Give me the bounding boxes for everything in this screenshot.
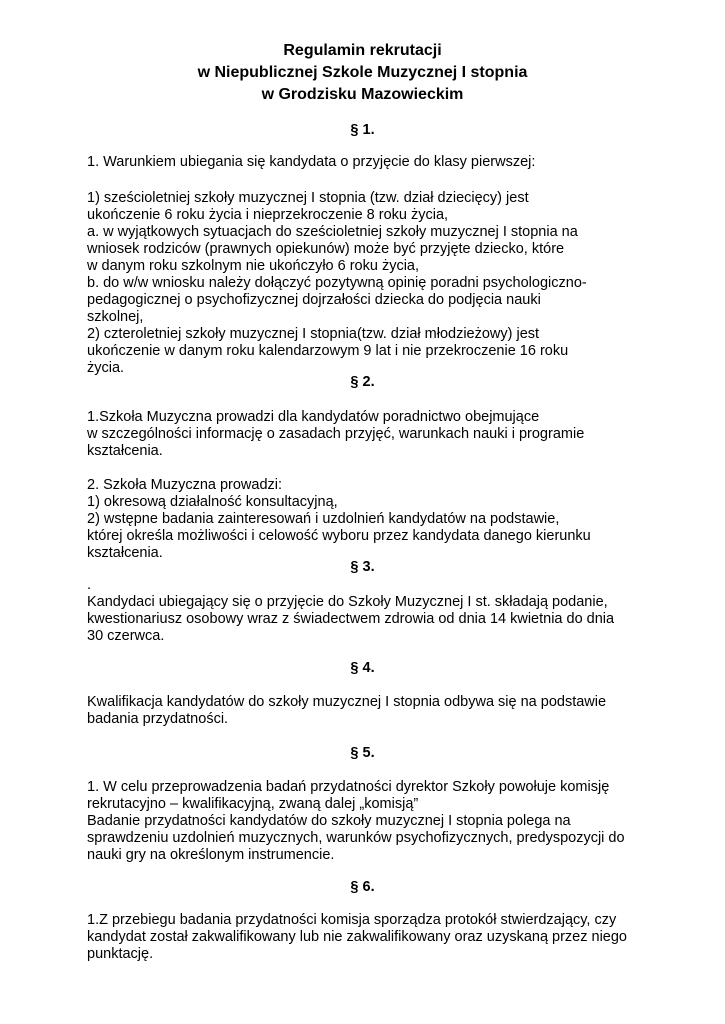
- section-1-line: b. do w/w wniosku należy dołączyć pozytywną opinię poradni psychologiczno-: [87, 275, 587, 291]
- section-3-line: kwestionariusz osobowy wraz z świadectwem zdrowia od dnia 14 kwietnia do dnia: [87, 611, 615, 627]
- section-1-line: 2) czteroletniej szkoły muzycznej I stopnia(tzw. dział młodzieżowy) jest: [87, 326, 540, 342]
- section-4-line: badania przydatności.: [87, 711, 229, 727]
- section-3-line: 30 czerwca.: [87, 628, 165, 644]
- section-5-line: rekrutacyjno – kwalifikacyjną, zwaną dalej „komisją”: [87, 796, 419, 812]
- section-4-heading: § 4.: [350, 660, 375, 676]
- document-title-line-3: w Grodzisku Mazowieckim: [261, 86, 464, 103]
- section-1-line: pedagogicznej o psychofizycznej dojrzałości dziecka do podjęcia nauki: [87, 292, 541, 308]
- section-1-line: a. w wyjątkowych sytuacjach do sześcioletniej szkoły muzycznej I stopnia na: [87, 224, 578, 240]
- section-2-line: 2) wstępne badania zainteresowań i uzdolnień kandydatów na podstawie,: [87, 511, 560, 527]
- section-1-line: 1. Warunkiem ubiegania się kandydata o przyjęcie do klasy pierwszej:: [87, 154, 536, 170]
- section-5-line: nauki gry na określonym instrumencie.: [87, 847, 335, 863]
- section-2-line: której określa możliwości i celowość wyboru przez kandydata danego kierunku: [87, 528, 591, 544]
- section-1-line: szkolnej,: [87, 309, 144, 325]
- section-1-line: ukończenie 6 roku życia i nieprzekroczenie 8 roku życia,: [87, 207, 449, 223]
- section-3-heading: § 3.: [350, 559, 375, 575]
- section-6-heading: § 6.: [350, 879, 375, 895]
- section-5-line: 1. W celu przeprowadzenia badań przydatności dyrektor Szkoły powołuje komisję: [87, 779, 610, 795]
- section-2-line: kształcenia.: [87, 545, 163, 561]
- section-5-line: sprawdzeniu uzdolnień muzycznych, warunków psychofizycznych, predyspozycji do: [87, 830, 625, 846]
- section-6-line: punktację.: [87, 946, 154, 962]
- section-1-line: wniosek rodziców (prawnych opiekunów) może być przyjęte dziecko, które: [87, 241, 565, 257]
- section-5-heading: § 5.: [350, 745, 375, 761]
- section-2-line: kształcenia.: [87, 443, 163, 459]
- document-title-line-2: w Niepublicznej Szkole Muzycznej I stopnia: [197, 64, 528, 81]
- section-2-line: 1.Szkoła Muzyczna prowadzi dla kandydatów poradnictwo obejmujące: [87, 409, 540, 425]
- section-2-heading: § 2.: [350, 374, 375, 390]
- section-4-line: Kwalifikacja kandydatów do szkoły muzycznej I stopnia odbywa się na podstawie: [87, 694, 607, 710]
- section-6-line: kandydat został zakwalifikowany lub nie zakwalifikowany oraz uzyskaną przez niego: [87, 929, 627, 945]
- section-1-line: w danym roku szkolnym nie ukończyło 6 roku życia,: [87, 258, 420, 274]
- section-1-heading: § 1.: [350, 122, 375, 138]
- section-3-line: Kandydaci ubiegający się o przyjęcie do Szkoły Muzycznej I st. składają podanie,: [87, 594, 608, 610]
- section-1-line: ukończenie w danym roku kalendarzowym 9 lat i nie przekroczenie 16 roku: [87, 343, 569, 359]
- document-title-line-1: Regulamin rekrutacji: [283, 42, 442, 59]
- section-5-line: Badanie przydatności kandydatów do szkoły muzycznej I stopnia polega na: [87, 813, 571, 829]
- section-2-line: 2. Szkoła Muzyczna prowadzi:: [87, 477, 283, 493]
- section-6-line: 1.Z przebiegu badania przydatności komisja sporządza protokół stwierdzający, czy: [87, 912, 617, 928]
- section-3-line: .: [87, 577, 92, 593]
- section-2-line: 1) okresową działalność konsultacyjną,: [87, 494, 338, 510]
- section-1-line: życia.: [87, 360, 125, 376]
- section-1-line: 1) sześcioletniej szkoły muzycznej I stopnia (tzw. dział dziecięcy) jest: [87, 190, 529, 206]
- section-2-line: w szczególności informację o zasadach przyjęć, warunkach nauki i programie: [87, 426, 585, 442]
